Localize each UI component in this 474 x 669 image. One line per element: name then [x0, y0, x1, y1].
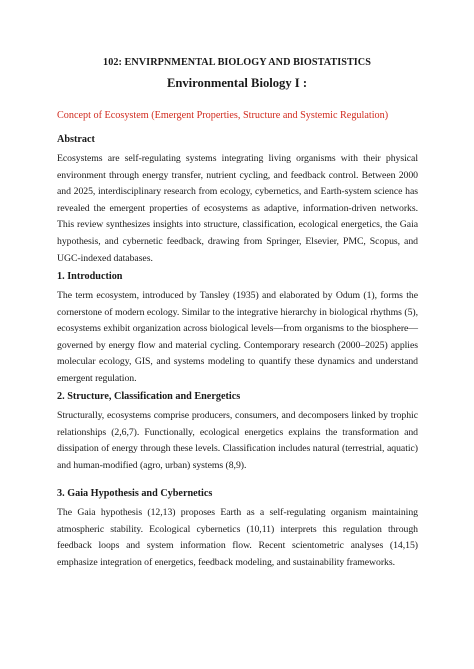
section-abstract [57, 133, 418, 267]
section-body: The term ecosystem, introduced by Tansley (1935) and elaborated by Odum (1), forms the cornerstone of modern ecology. Similar to the integrative hierarchy in biological rhythms (5), ecosystems exhibit organization across biological levels—from organisms to the biosphere—governed by energy flow and material cycling. Contemporary research (2000–2025) applies molecular ecology, GIS, and systems modeling to quantify these dynamics and understand emergent regulation. [57, 290, 418, 384]
section-introduction [57, 270, 418, 388]
section-heading: Abstract [57, 134, 95, 145]
section-heading: 2. Structure, Classification and Energetics [57, 391, 241, 402]
unit-title: Environmental Biology I : [166, 76, 308, 90]
section-heading: 1. Introduction [57, 271, 123, 282]
section-structure-classification-energetics [57, 390, 418, 474]
section-gaia-cybernetics [57, 487, 418, 571]
section-body: The Gaia hypothesis (12,13) proposes Earth as a self-regulating organism maintaining atmospheric stability. Ecological cybernetics (10,11) interprets this regulation through feedback loops and system information flow. Recent scientometric analyses (14,15) emphasize integration of energetics, feedback modeling, and sustainability frameworks. [57, 507, 418, 568]
topic-title: Concept of Ecosystem (Emergent Properties, Structure and Systemic Regulation) [57, 110, 389, 121]
section-body: Structurally, ecosystems comprise producers, consumers, and decomposers linked by trophic relationships (2,6,7). Functionally, ecological energetics explains the transformation and dissipation of energy through these levels. Classification includes natural (terrestrial, aquatic) and human-modified (agro, urban) systems (8,9). [57, 410, 418, 471]
course-title: 102: ENVIRPNMENTAL BIOLOGY AND BIOSTATISTICS [103, 57, 371, 68]
section-heading: 3. Gaia Hypothesis and Cybernetics [57, 488, 213, 499]
section-body: Ecosystems are self-regulating systems integrating living organisms with their physical environment through energy transfer, nutrient cycling, and feedback control. Between 2000 and 2025, interdisciplinary research from ecology, cybernetics, and Earth-system science has revealed the emergent properties of ecosystems as adaptive, information-driven networks. This review synthesizes insights into structure, classification, ecological energetics, the Gaia hypothesis, and cybernetic feedback, drawing from Springer, Elsevier, PMC, Scopus, and UGC-indexed databases. [57, 153, 418, 264]
